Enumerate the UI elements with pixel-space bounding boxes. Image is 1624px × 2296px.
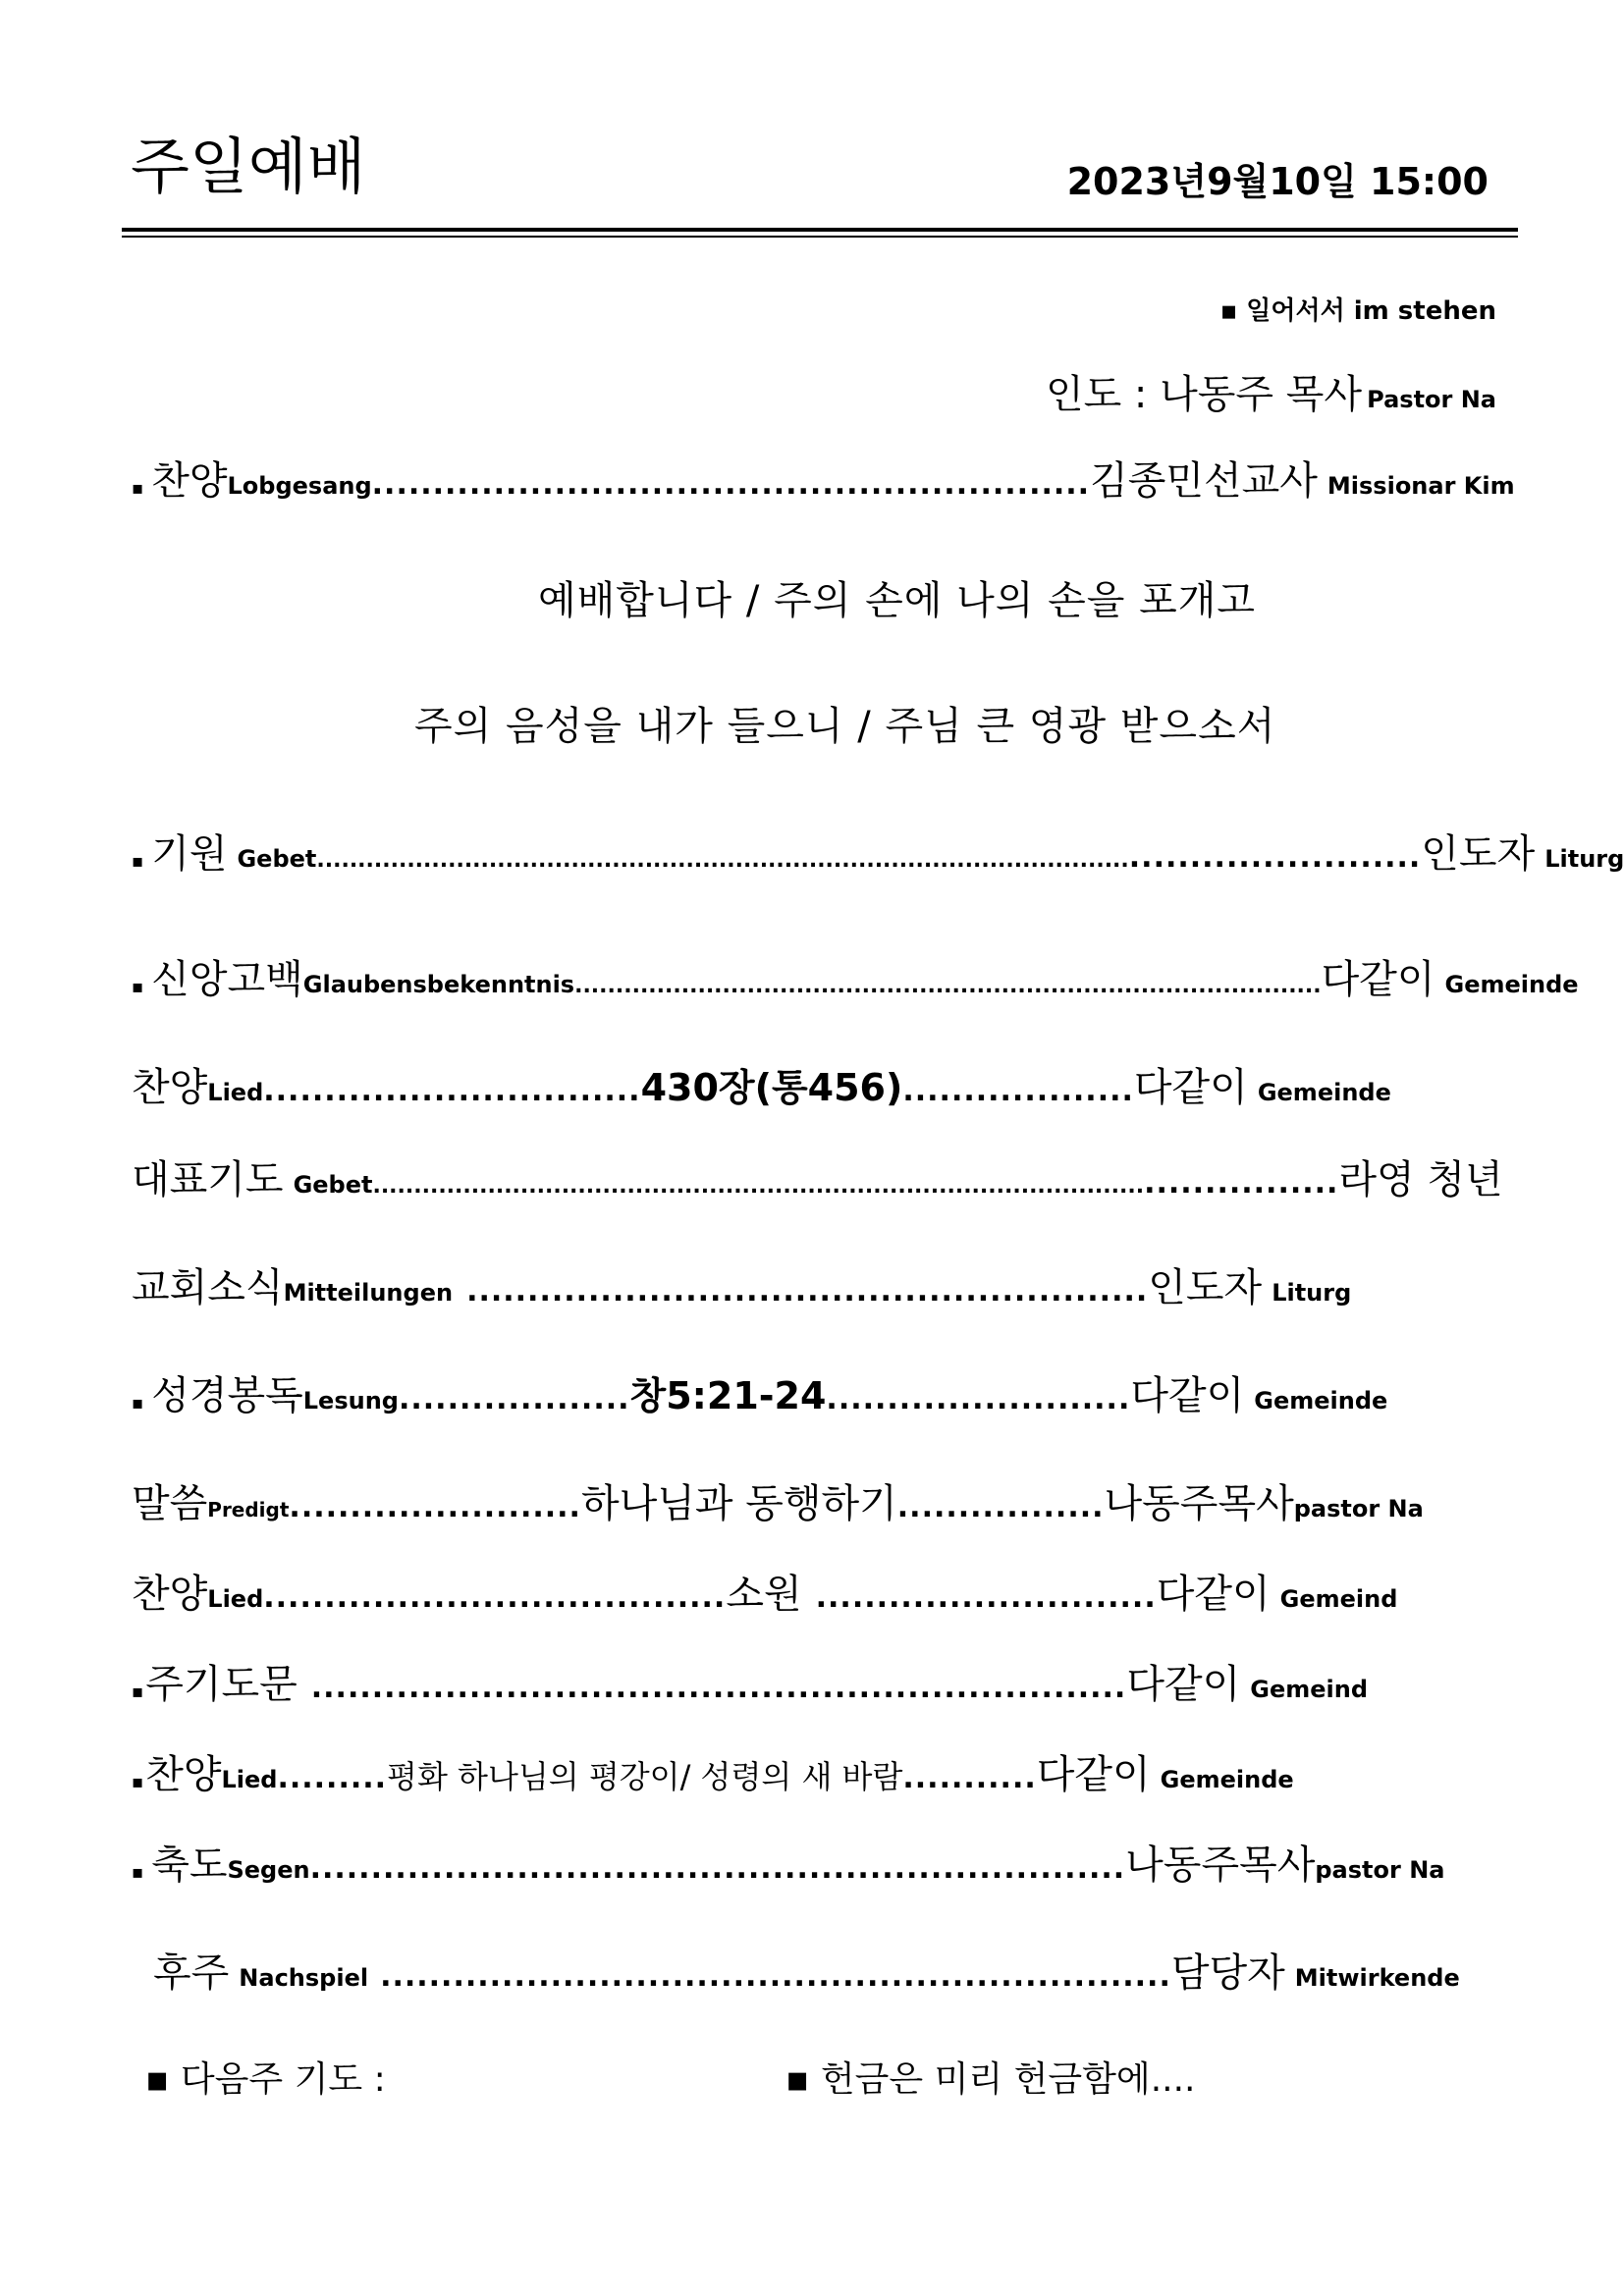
service-date: 2023년9월10일 15:00 [1066, 160, 1489, 203]
row-leader-dots: ................................................................... [310, 1671, 1127, 1705]
row-content: 430장(통456) [640, 1066, 903, 1109]
row-who: 다같이 [1156, 1572, 1271, 1617]
row-title-kr: 축도 [151, 1842, 228, 1888]
row-title-de: Nachspiel [239, 1964, 369, 1992]
order-row-predigt [132, 1472, 1424, 1531]
row-who: 다같이 [1126, 1662, 1241, 1707]
row-who-de: Gemeinde [1160, 1766, 1294, 1793]
order-row-lobgesang [132, 450, 1515, 508]
row-bullet: ▪ [132, 977, 144, 997]
row-title-kr: 찬양 [132, 1572, 208, 1617]
row-title-de: Predigt [207, 1498, 290, 1522]
row-title-de: Segen [227, 1856, 310, 1884]
row-leader-dots: ........................................................... [371, 467, 1091, 502]
row-title-kr: 교회소식 [132, 1265, 284, 1310]
row-leader-dots: ................... [398, 1382, 630, 1416]
order-row-glaubensbekenntnis [132, 948, 1579, 1007]
row-title-kr: 성경봉독 [151, 1373, 303, 1418]
order-row-lied-430 [132, 1056, 1391, 1115]
order-row-representative-prayer [132, 1148, 1503, 1207]
row-who-de: Gemeinde [1254, 1387, 1388, 1415]
row-leader-dots-2: ................ [1144, 1166, 1339, 1201]
row-leader-dots: ................................................................................................... [316, 848, 1129, 873]
order-row-lesung [132, 1364, 1387, 1423]
order-row-lords-prayer [132, 1653, 1368, 1712]
row-title-de: Lied [207, 1079, 264, 1106]
row-title-kr: 기원 [151, 831, 228, 877]
row-who: 다같이 [1321, 957, 1435, 1002]
page-title: 주일예배 [131, 131, 366, 202]
row-content: 하나님과 동행하기 [580, 1481, 897, 1526]
row-title-kr: 후주 [153, 1950, 230, 1996]
row-leader-dots: ........................................................................................... [574, 974, 1322, 998]
row-leader-dots: ........................................................ [466, 1274, 1149, 1308]
row-title-de: Lied [207, 1585, 264, 1613]
standing-note: ▪ 일어서서 im stehen [1219, 296, 1496, 326]
row-title-kr: 주기도문 [145, 1662, 298, 1707]
row-leader-dots-2: ................. [896, 1490, 1105, 1524]
row-who-de: Missionar Kim [1326, 472, 1515, 500]
order-row-segen [132, 1834, 1444, 1893]
offering-note: ▪ 헌금은 미리 헌금함에.... [785, 2059, 1196, 2100]
row-who: 라영 청년 [1338, 1157, 1503, 1202]
row-title-kr: 말씀 [132, 1481, 208, 1526]
row-who: 인도자 [1421, 831, 1536, 877]
row-title-kr: 신앙고백 [151, 957, 303, 1002]
row-who: 인도자 [1148, 1265, 1263, 1310]
row-who-de: Gemeind [1279, 1585, 1398, 1613]
row-leader-dots: ......... [277, 1761, 388, 1795]
order-row-lied-sowon [132, 1563, 1397, 1622]
row-title-kr: 찬양 [145, 1752, 222, 1797]
row-bullet: ▪ [132, 1682, 144, 1702]
row-who-de: Liturg [1272, 1279, 1352, 1307]
lyric-line-2: 주의 음성을 내가 들으니 / 주님 큰 영광 받으소서 [414, 704, 1276, 749]
row-who: 담당자 [1170, 1950, 1285, 1996]
row-leader-dots-2: ........................ [1128, 840, 1422, 875]
row-leader-dots: .............................................................................................. [372, 1174, 1145, 1199]
header-rule-thin [122, 236, 1518, 238]
leader-line [1046, 363, 1496, 419]
row-who: 김종민선교사 [1090, 458, 1318, 504]
row-title-kr: 대표기도 [132, 1157, 284, 1202]
row-who-de: Gemeinde [1444, 971, 1579, 998]
header-rule-thick [122, 228, 1518, 232]
row-bullet: ▪ [132, 851, 144, 872]
order-row-nachspiel [153, 1942, 1460, 2001]
order-row-gebet [132, 823, 1624, 881]
row-who-de: pastor Na [1315, 1856, 1445, 1884]
row-content: 창5:21-24 [629, 1374, 827, 1417]
row-who-de: Gemeinde [1257, 1079, 1391, 1106]
row-bullet: ▪ [132, 1772, 144, 1792]
row-bullet: ▪ [132, 478, 144, 499]
next-week-prayer: ▪ 다음주 기도 : [145, 2059, 386, 2100]
row-title-kr: 찬양 [151, 458, 228, 504]
row-who: 다같이 [1130, 1373, 1245, 1418]
lyric-line-1: 예배합니다 / 주의 손에 나의 손을 포개고 [538, 578, 1257, 623]
row-title-de: Glaubensbekenntnis [302, 971, 575, 998]
row-title-de: Mitteilungen [283, 1279, 454, 1307]
row-leader-dots-2: ............................ [815, 1580, 1157, 1615]
row-leader-dots: ........................ [289, 1490, 581, 1524]
row-leader-dots-2: ........... [902, 1761, 1037, 1795]
order-row-lied-peace [132, 1743, 1294, 1802]
row-who-de: Liturg [1544, 845, 1624, 873]
row-bullet: ▪ [132, 1393, 144, 1414]
row-who: 다같이 [1133, 1065, 1248, 1110]
order-row-mitteilungen [132, 1256, 1351, 1315]
row-who: 다같이 [1036, 1752, 1151, 1797]
row-bullet: ▪ [132, 1862, 144, 1883]
row-who-de: Gemeind [1250, 1676, 1369, 1703]
leader-label: 인도 : 나동주 목사 [1045, 372, 1363, 417]
row-content: 평화 하나님의 평강이/ 성령의 새 바람 [387, 1758, 903, 1795]
row-leader-dots: ................................................................. [380, 1959, 1171, 1994]
row-leader-dots: ................................................................... [309, 1851, 1126, 1886]
row-who: 나동주목사 [1125, 1842, 1316, 1888]
row-title-de: Lesung [302, 1387, 399, 1415]
row-who: 나동주목사 [1104, 1481, 1294, 1526]
row-content: 소원 [726, 1572, 802, 1617]
row-leader-dots-2: ......................... [826, 1382, 1131, 1416]
row-title-de: Gebet [237, 845, 317, 873]
row-title-de: Lobgesang [227, 472, 372, 500]
row-title-de: Gebet [293, 1171, 373, 1199]
row-title-kr: 찬양 [132, 1065, 208, 1110]
row-leader-dots: ............................... [263, 1074, 641, 1108]
row-title-de: Lied [221, 1766, 278, 1793]
row-leader-dots: ...................................... [263, 1580, 727, 1615]
row-who-de: pastor Na [1293, 1495, 1424, 1522]
row-leader-dots-2: ................... [902, 1074, 1134, 1108]
leader-name-de: Pastor Na [1367, 386, 1496, 413]
row-who-de: Mitwirkende [1294, 1964, 1460, 1992]
